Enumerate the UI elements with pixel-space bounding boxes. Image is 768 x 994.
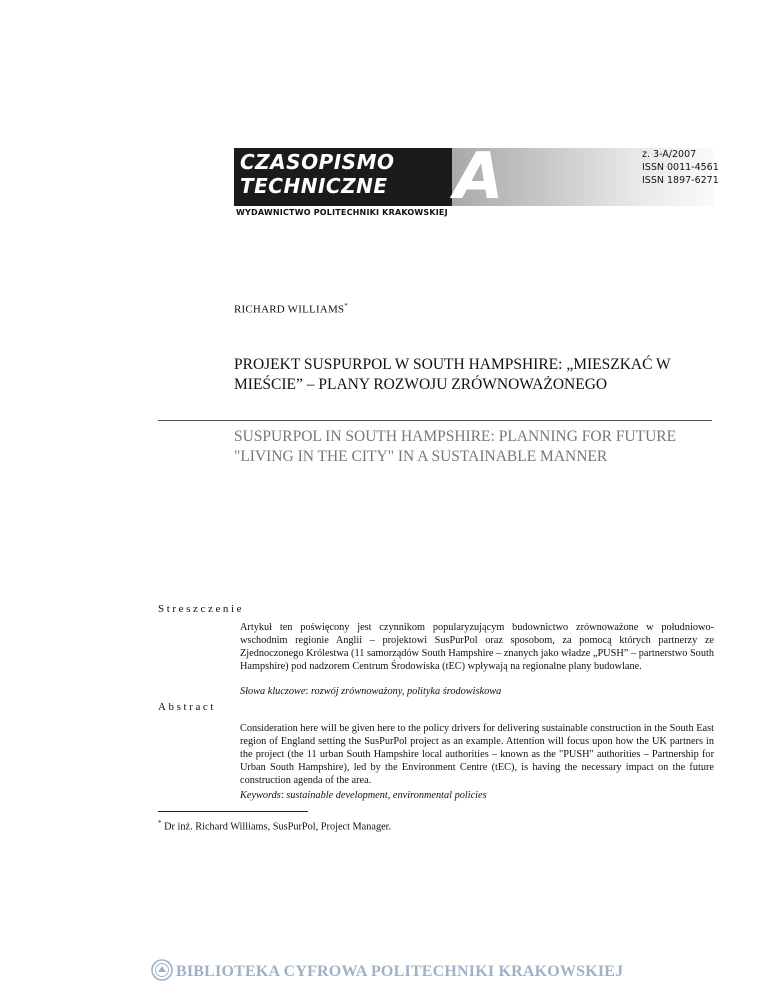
title-divider (158, 420, 712, 421)
issn-online: ISSN 1897-6271 (642, 175, 719, 186)
journal-logo-block (234, 148, 452, 206)
footnote-divider (158, 811, 308, 812)
issue-number: z. 3-A/2007 (642, 149, 697, 160)
library-name: BIBLIOTEKA CYFROWA POLITECHNIKI KRAKOWSKIEJ (176, 963, 624, 980)
footnote (158, 819, 391, 832)
library-seal-icon (150, 958, 174, 982)
keywords-polish: Słowa kluczowe: rozwój zrównoważony, polityka środowiskowa (240, 686, 502, 697)
library-banner (150, 958, 650, 988)
footnote-mark: * (158, 819, 162, 827)
keywords-english-values: sustainable development, environmental policies (286, 790, 487, 801)
publisher-name: WYDAWNICTWO POLITECHNIKI KRAKOWSKIEJ (236, 208, 448, 217)
footnote-text: Dr inż. Richard Williams, SusPurPol, Project Manager. (164, 821, 392, 833)
abstract-polish-text: Artykuł ten poświęcony jest czynnikom popularyzującym budownictwo zrównoważone w południowo-wschodnim regionie Anglii – projektowi SusPurPol oraz sposobom, za pomocą których partnerzy ze Zjednoczonego Królestwa (11 samorządów South Hampshire – znanych jako władze „PUSH” – partnerstwo South Hampshire) pod nadzorem Centrum Środowiska (tEC) wpływają na regionalne plany budowlane. (240, 622, 714, 672)
journal-logo-line2: TECHNICZNE (240, 174, 388, 198)
issue-info (642, 148, 719, 187)
keywords-polish-values: rozwój zrównoważony, polityka środowiskowa (310, 686, 502, 697)
title-polish: PROJEKT SUSPURPOL W SOUTH HAMPSHIRE: „MIESZKAĆ W MIEŚCIE” – PLANY ROZWOJU ZRÓWNOWAŻONEGO (234, 356, 671, 393)
author-name-text: RICHARD WILLIAMS (234, 303, 345, 316)
series-letter: A (454, 140, 504, 214)
issn-print: ISSN 0011-4561 (642, 162, 719, 173)
keywords-english: Keywords: sustainable development, environmental policies (240, 790, 487, 801)
keywords-polish-label: Słowa kluczowe (240, 686, 306, 697)
title-english: SUSPURPOL IN SOUTH HAMPSHIRE: PLANNING FOR FUTURE "LIVING IN THE CITY" IN A SUSTAINABLE MANNER (234, 428, 677, 465)
abstract-english-label: Abstract (158, 701, 217, 713)
author-footnote-mark: * (344, 302, 348, 310)
abstract-english-text: Consideration here will be given here to the policy drivers for delivering sustainable construction in the South East region of England setting the SusPurPol project as an example. Attention will focus upon how the UK partners in the project (the 11 urban South Hampshire local authorities – known as the "PUSH" authorities – Partnership for Urban South Hampshire), led by the Environment Centre (tEC), is having the necessary impact on the future construction agenda of the area. (240, 723, 714, 786)
journal-logo-line1: CZASOPISMO (240, 150, 395, 174)
abstract-polish-label: Streszczenie (158, 603, 245, 615)
author-name (234, 302, 348, 316)
keywords-english-label: Keywords (240, 790, 281, 801)
